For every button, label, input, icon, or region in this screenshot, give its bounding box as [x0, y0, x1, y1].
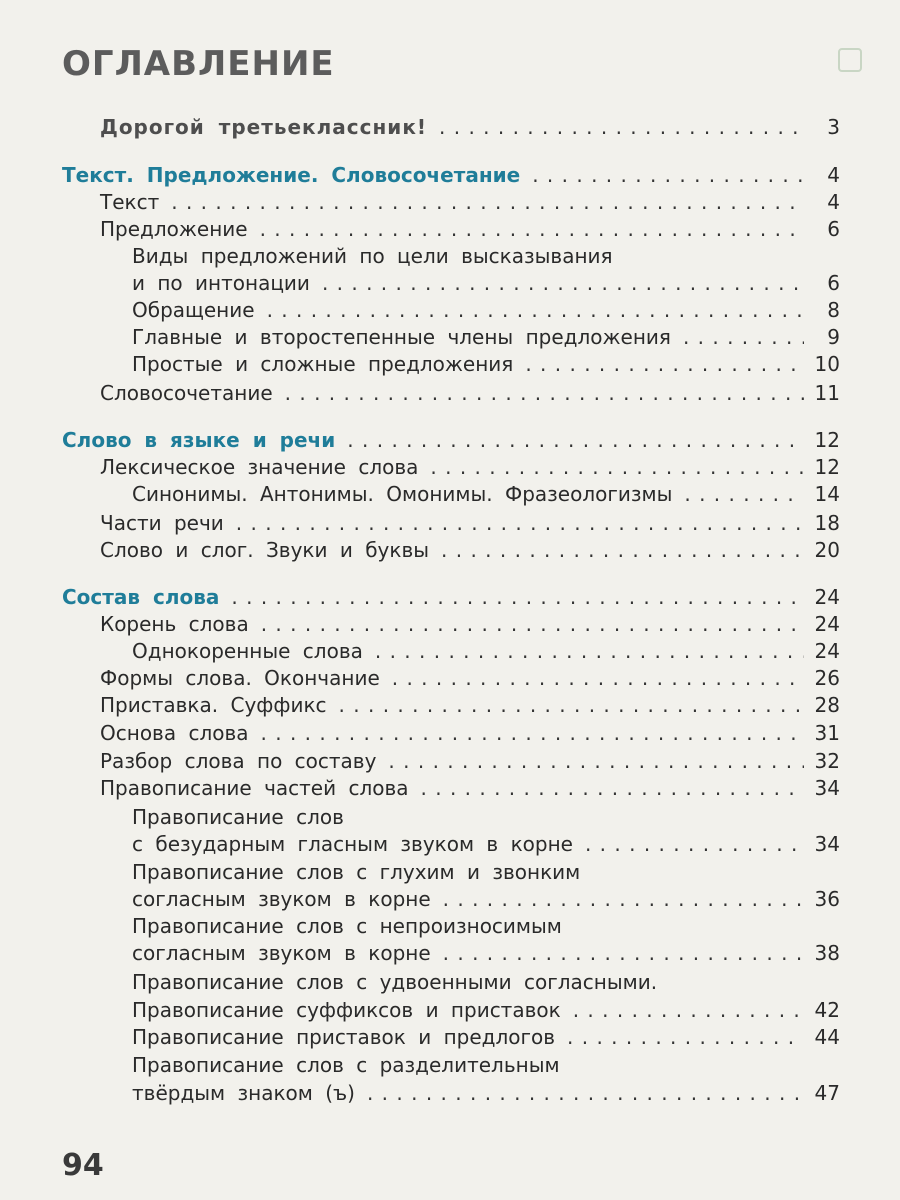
toc-entry[interactable] — [100, 189, 840, 215]
toc-page-number: 4 — [827, 163, 840, 187]
toc-entry-text: Формы слова. Окончание — [100, 666, 380, 690]
toc-entry-text: Лексическое значение слова — [100, 455, 419, 479]
toc-page-number: 10 — [814, 352, 840, 376]
toc-leader-dots — [573, 997, 804, 1023]
toc-page-number: 3 — [827, 115, 840, 139]
toc-row — [0, 454, 900, 480]
toc-entry-text: Дорогой третьеклассник! — [100, 115, 428, 139]
toc-entry-text: Обращение — [132, 298, 255, 322]
toc-entry[interactable] — [100, 454, 840, 480]
toc-page-number: 11 — [814, 381, 840, 405]
toc-entry-text: Текст. Предложение. Словосочетание — [62, 163, 521, 187]
toc-row — [0, 584, 900, 610]
toc-leader-dots — [439, 114, 804, 140]
toc-entry-text: Правописание суффиксов и приставок — [132, 998, 561, 1022]
toc-row — [0, 243, 900, 269]
toc-page-number: 24 — [814, 612, 840, 636]
toc-leader-dots — [567, 1024, 804, 1050]
toc-entry-text: Части речи — [100, 511, 224, 535]
toc-row — [0, 481, 900, 507]
toc-entry[interactable] — [132, 940, 840, 966]
toc-leader-dots — [683, 324, 804, 350]
toc-row — [0, 216, 900, 242]
toc-entry[interactable] — [132, 913, 840, 939]
toc-page-number: 6 — [827, 217, 840, 241]
toc-entry-text: Однокоренные слова — [132, 639, 363, 663]
toc-row — [0, 1080, 900, 1106]
toc-leader-dots — [525, 351, 804, 377]
toc-leader-dots — [388, 748, 804, 774]
toc-row — [0, 775, 900, 801]
toc-entry[interactable] — [132, 831, 840, 857]
toc-page-number: 26 — [814, 666, 840, 690]
toc-entry[interactable] — [132, 1052, 840, 1078]
toc-entry-text: твёрдым знаком (ъ) — [132, 1081, 355, 1105]
toc-row — [0, 611, 900, 637]
toc-entry[interactable] — [100, 665, 840, 691]
toc-leader-dots — [267, 297, 804, 323]
toc-entry-text: Простые и сложные предложения — [132, 352, 514, 376]
toc-page-number: 12 — [814, 455, 840, 479]
toc-entry[interactable] — [132, 1024, 840, 1050]
toc-entry-text: Правописание слов с глухим и звонким — [132, 860, 581, 884]
toc-entry[interactable] — [132, 324, 840, 350]
toc-leader-dots — [285, 380, 804, 406]
toc-leader-dots — [339, 692, 804, 718]
toc-leader-dots — [347, 427, 804, 453]
toc-entry-text: с безударным гласным звуком в корне — [132, 832, 573, 856]
toc-entry[interactable] — [132, 969, 840, 995]
toc-entry[interactable] — [132, 270, 840, 296]
toc-entry[interactable] — [100, 720, 840, 746]
toc-row — [0, 886, 900, 912]
toc-entry-text: Главные и второстепенные члены предложения — [132, 325, 671, 349]
toc-entry-text: Правописание слов с непроизносимым — [132, 914, 562, 938]
toc-entry-text: Корень слова — [100, 612, 249, 636]
toc-entry-text: Правописание слов с разделительным — [132, 1053, 560, 1077]
toc-row — [0, 1052, 900, 1078]
toc-page-number: 34 — [814, 832, 840, 856]
toc-entry-text: Слово в языке и речи — [62, 428, 336, 452]
toc-entry-text: Правописание приставок и предлогов — [132, 1025, 556, 1049]
toc-entry-text: Синонимы. Антонимы. Омонимы. Фразеологизмы — [132, 482, 673, 506]
toc-row — [0, 748, 900, 774]
toc-page-number: 36 — [814, 887, 840, 911]
toc-entry[interactable] — [100, 380, 840, 406]
toc-entry[interactable] — [100, 537, 840, 563]
toc-entry-text: Текст — [100, 190, 160, 214]
toc-entry-text: согласным звуком в корне — [132, 887, 431, 911]
toc-leader-dots — [261, 720, 804, 746]
toc-row — [0, 189, 900, 215]
toc-leader-dots — [236, 510, 804, 536]
toc-entry[interactable] — [132, 859, 840, 885]
toc-row — [0, 804, 900, 830]
toc-leader-dots — [421, 775, 804, 801]
toc-page-number: 24 — [814, 639, 840, 663]
toc-row — [0, 380, 900, 406]
toc-page-number: 32 — [814, 749, 840, 773]
toc-page-number: 20 — [814, 538, 840, 562]
toc-leader-dots — [585, 831, 804, 857]
toc-entry[interactable] — [132, 1080, 840, 1106]
toc-page-number: 24 — [814, 585, 840, 609]
toc-section[interactable] — [62, 427, 840, 453]
toc-row — [0, 114, 900, 140]
toc-entry[interactable] — [100, 216, 840, 242]
toc-entry[interactable] — [132, 481, 840, 507]
toc-leader-dots — [171, 189, 804, 215]
toc-entry-text: Слово и слог. Звуки и буквы — [100, 538, 430, 562]
toc-leader-dots — [367, 1080, 804, 1106]
toc-row — [0, 351, 900, 377]
toc-page-number: 6 — [827, 271, 840, 295]
toc-row — [0, 537, 900, 563]
toc-page-number: 42 — [814, 998, 840, 1022]
toc-leader-dots — [532, 162, 804, 188]
toc-entry[interactable] — [100, 775, 840, 801]
toc-page-number: 14 — [814, 482, 840, 506]
toc-entry-text: Словосочетание — [100, 381, 273, 405]
toc-page-number: 12 — [814, 428, 840, 452]
toc-leader-dots — [441, 537, 804, 563]
toc-leader-dots — [375, 638, 804, 664]
toc-leader-dots — [231, 584, 804, 610]
toc-page-number: 31 — [814, 721, 840, 745]
toc-row — [0, 720, 900, 746]
toc-entry[interactable] — [100, 692, 840, 718]
toc-row — [0, 638, 900, 664]
toc-page-number: 38 — [814, 941, 840, 965]
toc-entry-text: Предложение — [100, 217, 248, 241]
toc-entry-text: Правописание слов — [132, 805, 344, 829]
toc-page-number: 18 — [814, 511, 840, 535]
toc-entry[interactable] — [132, 638, 840, 664]
toc-row — [0, 1024, 900, 1050]
toc-row — [0, 510, 900, 536]
toc-page-number: 4 — [827, 190, 840, 214]
toc-page-number: 28 — [814, 693, 840, 717]
toc-row — [0, 162, 900, 188]
toc-leader-dots — [443, 940, 804, 966]
toc-row — [0, 831, 900, 857]
toc-page-number: 9 — [827, 325, 840, 349]
toc-entry-text: согласным звуком в корне — [132, 941, 431, 965]
toc-row — [0, 270, 900, 296]
toc-row — [0, 665, 900, 691]
toc-leader-dots — [684, 481, 804, 507]
toc-row — [0, 692, 900, 718]
toc-row — [0, 969, 900, 995]
toc-entry[interactable] — [100, 510, 840, 536]
toc-entry[interactable] — [100, 114, 840, 140]
toc-entry-text: Основа слова — [100, 721, 249, 745]
toc-entry[interactable] — [132, 997, 840, 1023]
toc-leader-dots — [260, 216, 804, 242]
toc-leader-dots — [261, 611, 804, 637]
toc-entry-text: Правописание частей слова — [100, 776, 409, 800]
page-title: ОГЛАВЛЕНИЕ — [62, 44, 335, 84]
toc-row — [0, 940, 900, 966]
toc-entry[interactable] — [100, 611, 840, 637]
toc-page-number: 44 — [814, 1025, 840, 1049]
toc-section[interactable] — [62, 162, 840, 188]
toc-entry[interactable] — [132, 886, 840, 912]
toc-entry[interactable] — [132, 351, 840, 377]
toc-row — [0, 859, 900, 885]
toc-entry-text: Виды предложений по цели высказывания — [132, 244, 613, 268]
page-number: 94 — [62, 1148, 104, 1183]
toc-entry-text: Приставка. Суффикс — [100, 693, 327, 717]
toc-leader-dots — [443, 886, 804, 912]
toc-page-number: 47 — [814, 1081, 840, 1105]
toc-page-number: 8 — [827, 298, 840, 322]
toc-leader-dots — [392, 665, 804, 691]
toc-row — [0, 324, 900, 350]
toc-entry-text: Правописание слов с удвоенными согласными. — [132, 970, 658, 994]
toc-entry[interactable] — [132, 804, 840, 830]
toc-entry[interactable] — [132, 243, 840, 269]
toc-leader-dots — [322, 270, 804, 296]
toc-row — [0, 997, 900, 1023]
toc-row — [0, 913, 900, 939]
toc-entry[interactable] — [100, 748, 840, 774]
toc-row — [0, 297, 900, 323]
toc-row — [0, 427, 900, 453]
toc-entry[interactable] — [132, 297, 840, 323]
toc-entry-text: и по интонации — [132, 271, 310, 295]
toc-page-number: 34 — [814, 776, 840, 800]
toc-entry-text: Состав слова — [62, 585, 220, 609]
toc-entry-text: Разбор слова по составу — [100, 749, 377, 773]
toc-leader-dots — [430, 454, 804, 480]
toc-section[interactable] — [62, 584, 840, 610]
